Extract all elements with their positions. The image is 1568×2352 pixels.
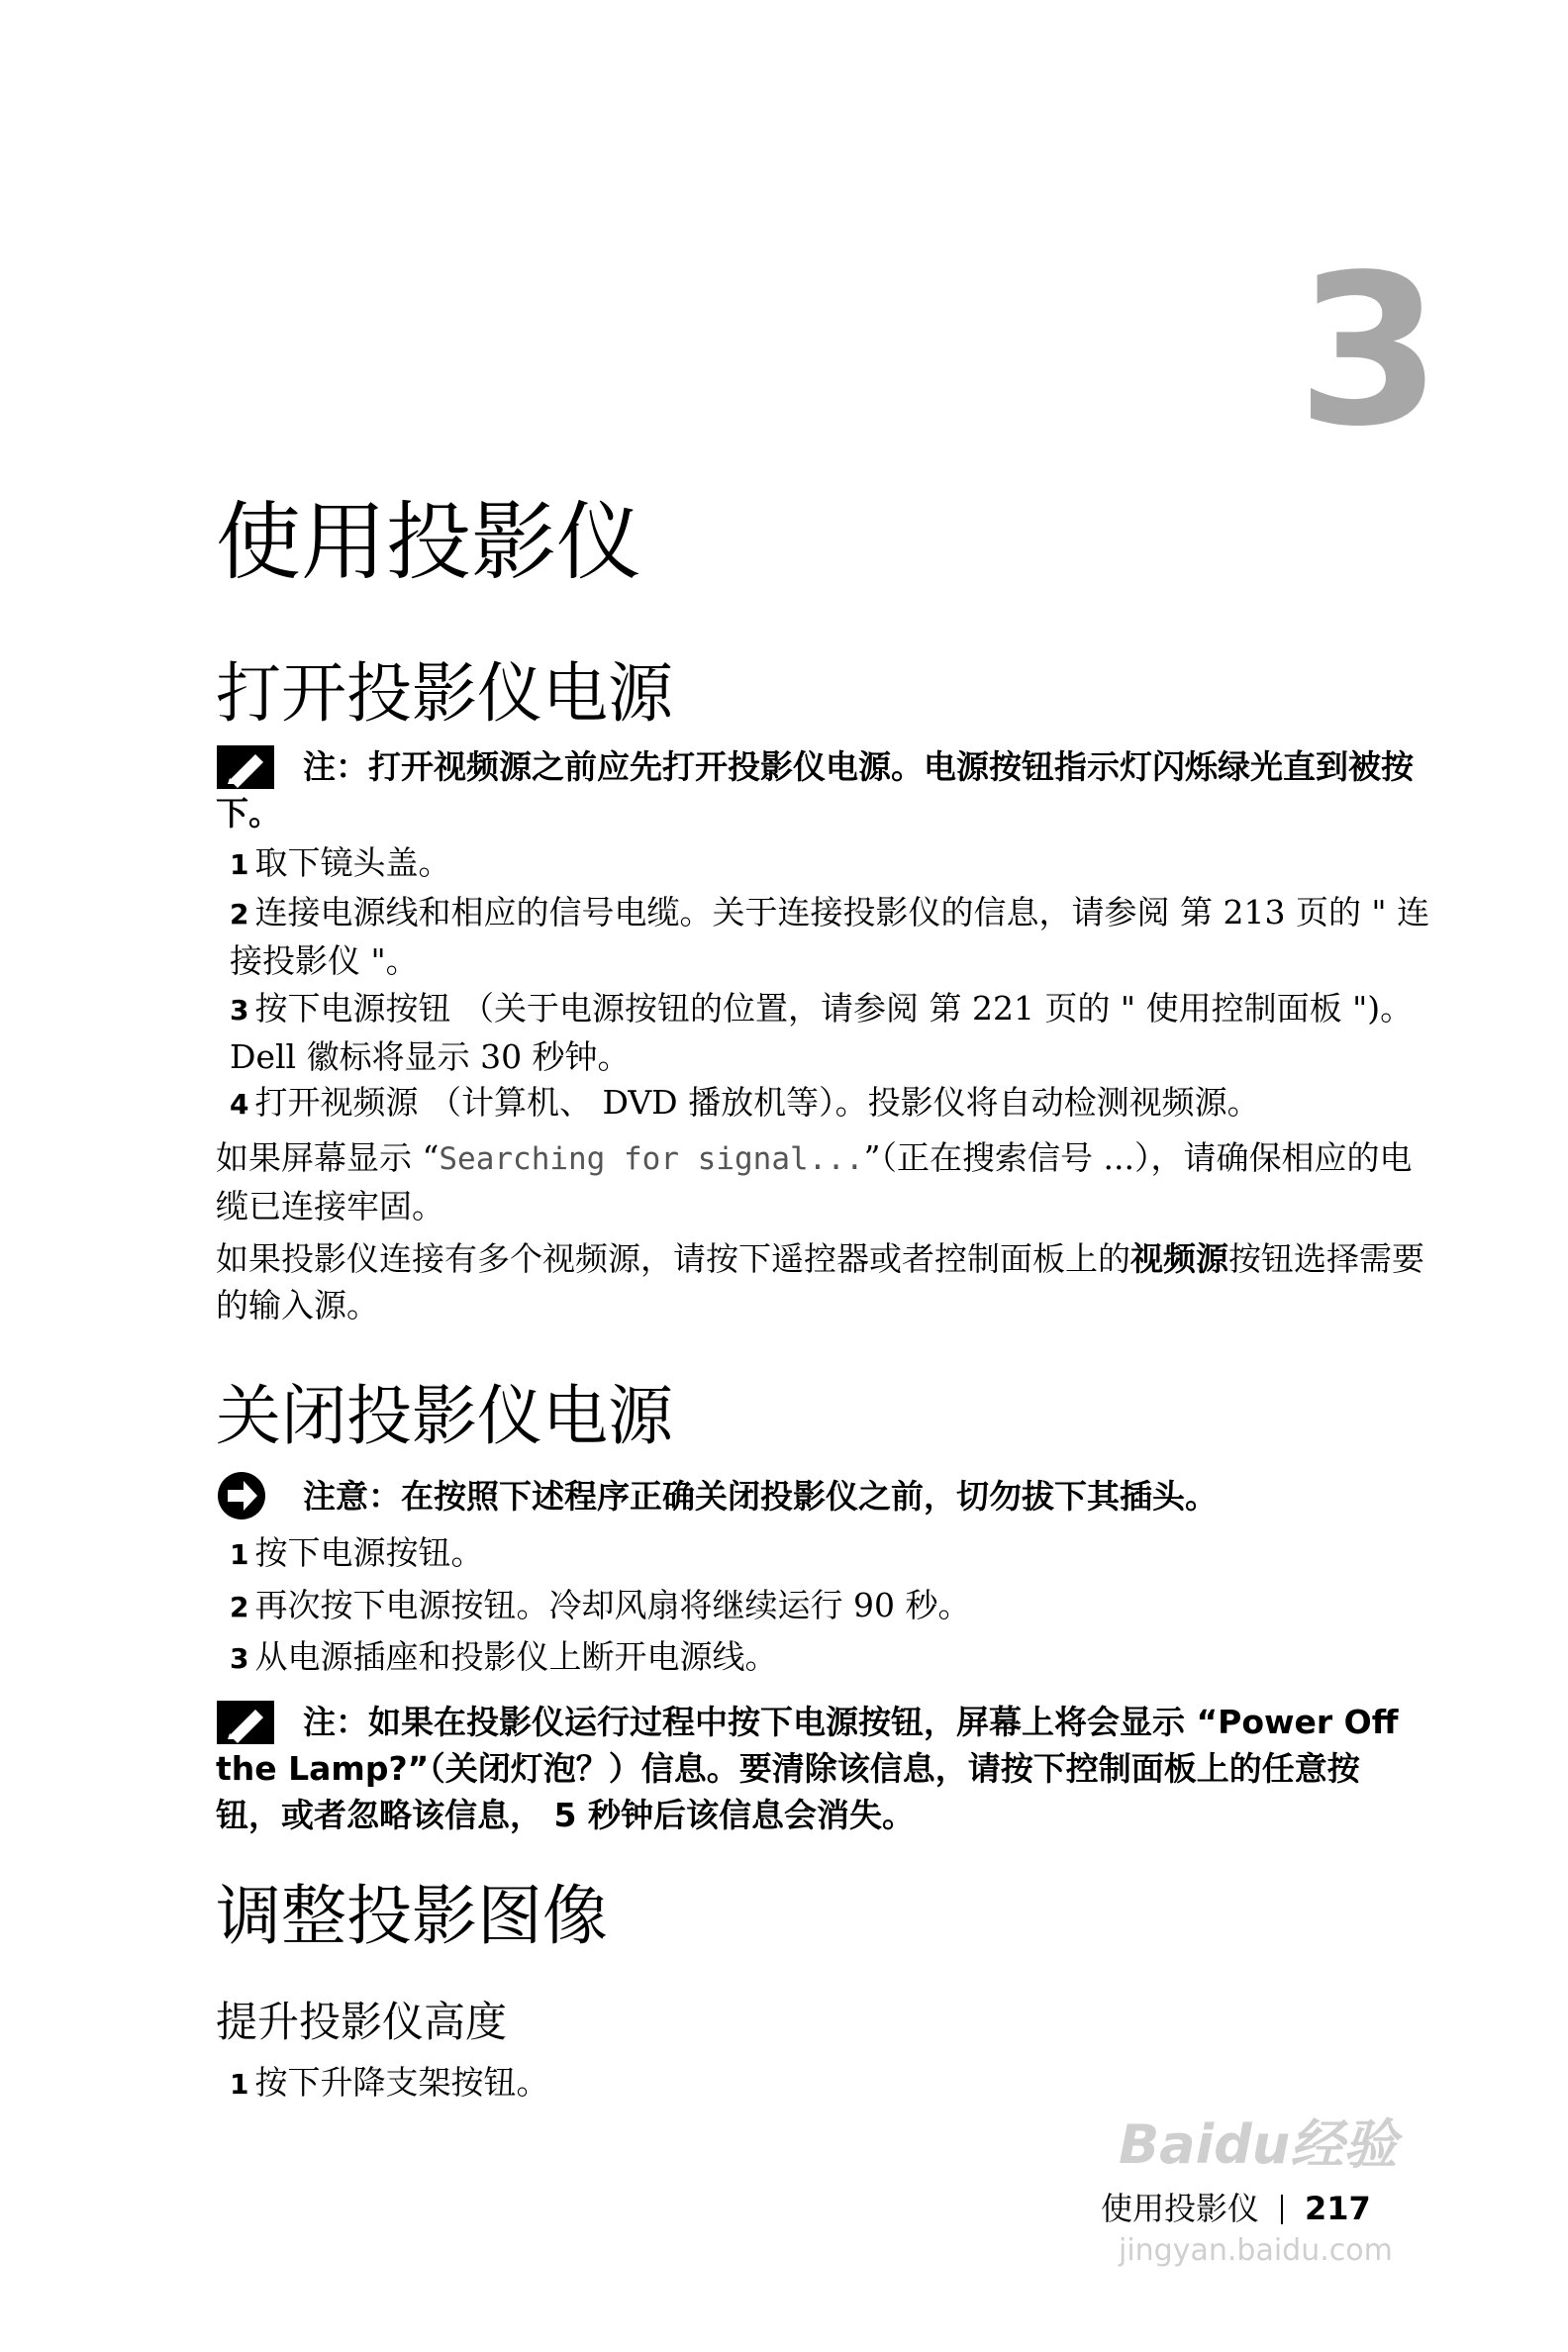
step-text: 按下升降支架按钮。 <box>254 2063 549 2102</box>
watermark-logo: Baidu经验 <box>1119 2113 1398 2176</box>
chapter-number: 3 <box>1297 230 1442 472</box>
video-source-button-label: 视频源 <box>1130 1239 1228 1278</box>
step-number: 2 <box>230 1591 249 1623</box>
step-text: 打开视频源 （计算机、 DVD 播放机等）。投影仪将自动检测视频源。 <box>254 1083 1260 1122</box>
caution-power-off: 注意：在按照下述程序正确关闭投影仪之前，切勿拔下其插头。 <box>303 1477 1218 1516</box>
footer-section-title: 使用投影仪 <box>1101 2190 1260 2227</box>
step-text: 再次按下电源按钮。冷却风扇将继续运行 90 秒。 <box>254 1586 971 1624</box>
list-item <box>230 1582 1437 1630</box>
step-text: 按下电源按钮 （关于电源按钮的位置，请参阅 第 221 页的 " 使用控制面板 ")。 Dell 徽标将显示 30 秒钟。 <box>230 989 1414 1076</box>
step-text: 取下镜头盖。 <box>254 843 451 882</box>
list-item <box>230 839 1437 888</box>
list-item <box>230 889 1437 984</box>
note-power-on: 注：打开视频源之前应先打开投影仪电源。电源按钮指示灯闪烁绿光直到被按下。 <box>216 747 1414 833</box>
step-text: 按下电源按钮。 <box>254 1533 484 1572</box>
chapter-title: 使用投影仪 <box>216 493 641 592</box>
paragraph-searching-signal: 如果屏幕显示 “Searching for signal...”（正在搜索信号 ...），请确保相应的电缆已连接牢固。 <box>216 1138 1413 1225</box>
list-item <box>230 1529 1437 1578</box>
watermark-url: jingyan.baidu.com <box>1119 2233 1393 2268</box>
step-number: 1 <box>230 848 249 881</box>
signal-message: Searching for signal... <box>439 1141 864 1177</box>
step-number: 2 <box>230 898 249 931</box>
page-number: 217 <box>1305 2190 1371 2227</box>
list-item <box>230 1079 1437 1127</box>
list-item <box>230 1633 1437 1682</box>
step-number: 1 <box>230 2068 249 2101</box>
paragraph-multiple-sources: 如果投影仪连接有多个视频源，请按下遥控器或者控制面板上的视频源按钮选择需要的输入源。 <box>216 1239 1424 1324</box>
section-heading-power-off: 关闭投影仪电源 <box>216 1378 673 1454</box>
footer-divider <box>1281 2195 1283 2224</box>
section-heading-power-on: 打开投影仪电源 <box>216 655 673 732</box>
step-number: 3 <box>230 1642 249 1675</box>
list-item <box>230 2059 1437 2107</box>
note-power-off: 注：如果在投影仪运行过程中按下电源按钮，屏幕上将会显示 “Power Off the Lamp?”（关闭灯泡？）信息。要清除该信息，请按下控制面板上的任意按钮，或者忽略该信息， 5 秒钟后该信息会消失。 <box>216 1703 1399 1834</box>
subsection-heading-raise-height: 提升投影仪高度 <box>216 1998 508 2046</box>
step-text: 连接电源线和相应的信号电缆。关于连接投影仪的信息，请参阅 第 213 页的 " 连接投影仪 "。 <box>230 893 1430 980</box>
list-item <box>230 985 1437 1080</box>
step-text: 从电源插座和投影仪上断开电源线。 <box>254 1637 778 1676</box>
step-number: 3 <box>230 994 249 1027</box>
section-heading-adjust-image: 调整投影图像 <box>216 1878 608 1954</box>
step-number: 4 <box>230 1088 249 1121</box>
page-footer <box>1101 2190 1371 2227</box>
step-number: 1 <box>230 1538 249 1571</box>
